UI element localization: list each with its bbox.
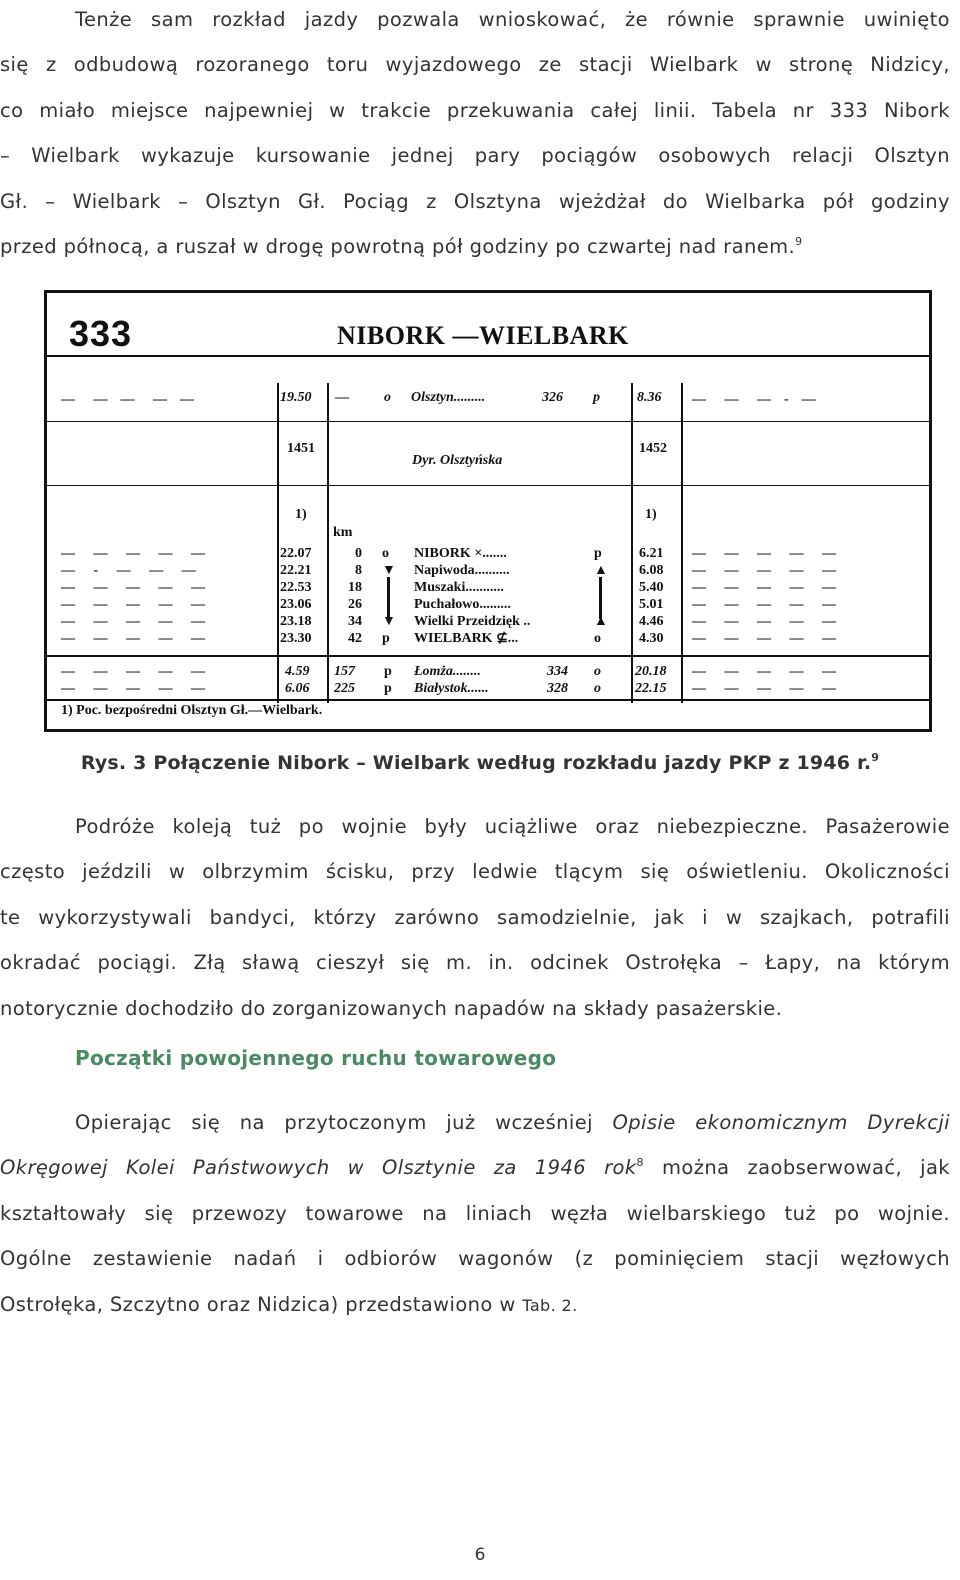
timetable-figure [44, 290, 932, 732]
km-cell: 26 [348, 597, 362, 612]
paragraph-travel [0, 804, 950, 1031]
divider [47, 699, 929, 701]
footnote-ref[interactable]: 8 [636, 1156, 644, 1170]
station-cell: Wielki Przeidzięk .. [414, 614, 531, 629]
table-reference-link[interactable]: Tab. 2. [522, 1295, 578, 1315]
olsztyn-station: Olsztyn......... [411, 390, 486, 405]
mark: ▲ [594, 614, 608, 629]
timetable-footnote: 1) Poc. bezpośredni Olsztyn Gł.—Wielbark. [61, 703, 323, 718]
mark: p [384, 664, 392, 679]
station-cell: Napiwoda.......... [414, 563, 510, 578]
time-cell: 22.07 [280, 546, 312, 561]
time-cell: 5.40 [639, 580, 664, 595]
station-cell: Białystok...... [414, 681, 489, 696]
text-line [0, 1145, 950, 1190]
mark: p [594, 546, 602, 561]
text-line: okradać pociągi. Złą sławą cieszył się m. in. odcinek Ostrołęka – Łapy, na którym [0, 951, 950, 975]
text-line: Ogólne zestawienie nadań i odbiorów wagonów (z pominięciem stacji węzłowych [0, 1247, 950, 1271]
km-cell: 18 [348, 580, 362, 595]
down-arrow-line [387, 577, 390, 619]
text-line-content: przed północą, a ruszał w drogę powrotną pół godziny po czwartej nad ranem. [0, 235, 796, 259]
dash-column-left: — — — — — [61, 392, 196, 407]
ref-cell: 334 [547, 664, 568, 679]
dash-block-left: — — — — — — - — — — — — — — — — — — — — — — — — — — — — — — [61, 546, 207, 646]
km-cell: 42 [348, 631, 362, 646]
lower-times-left [285, 663, 310, 697]
text-line: co miało miejsce najpewniej w trakcie przekuwania całej linii. Tabela nr 333 Nibork [0, 98, 950, 122]
olsztyn-dir2: p [593, 390, 600, 405]
text-line: kształtowały się przewozy towarowe na liniach węzła wielbarskiego tuż po wojnie. [0, 1201, 950, 1225]
text-line [0, 224, 950, 269]
time-cell: 22.21 [280, 563, 312, 578]
lower-dir [384, 663, 392, 697]
text-segment: Ostrołęka, Szczytno oraz Nidzica) przedstawiono w [0, 1292, 523, 1316]
olsztyn-time-left: 19.50 [280, 390, 312, 405]
km-cell: 225 [334, 681, 355, 696]
km-cell: 0 [355, 546, 362, 561]
italic-title: Okręgowej Kolei Państwowych w Olsztynie za 1946 rok [0, 1156, 637, 1180]
lower-stations [414, 663, 489, 697]
divider [47, 421, 929, 422]
time-cell: 22.15 [635, 681, 667, 696]
lower-km [334, 663, 355, 697]
km-column [340, 545, 362, 647]
divider [47, 655, 929, 657]
dash-block-right: — — — — — — — — — — — — — — — — — — — — — — — — — — — — — — [692, 546, 838, 646]
text-line [0, 1100, 950, 1145]
up-arrow-line [599, 577, 602, 619]
time-cell: 20.18 [635, 664, 667, 679]
mark: o [594, 681, 601, 696]
km-cell: 8 [355, 563, 362, 578]
station-cell: Muszaki........... [414, 580, 504, 595]
lower-dir2 [594, 663, 601, 697]
italic-title: Opisie ekonomicznym Dyrekcji [612, 1111, 950, 1134]
times-left [280, 545, 312, 647]
olsztyn-time-right: 8.36 [637, 390, 662, 405]
station-cell: Łomża........ [414, 664, 481, 679]
mark: ▲ [594, 563, 608, 578]
time-cell: 6.08 [639, 563, 664, 578]
mark: p [382, 631, 390, 646]
dash-block-lower-right: — — — — — — — — — — [692, 664, 838, 696]
text-line: się z odbudową rozoranego toru wyjazdowego ze stacji Wielbark w stronę Nidzicy, [0, 53, 950, 77]
lower-times-right [635, 663, 667, 697]
text-line: – Wielbark wykazuje kursowanie jednej pary pociągów osobowych relacji Olsztyn [0, 144, 950, 168]
paragraph-intro [0, 0, 950, 269]
timetable-title: NIBORK —WIELBARK [337, 321, 629, 350]
time-cell: 23.30 [280, 631, 312, 646]
time-cell: 22.53 [280, 580, 312, 595]
mark: o [594, 631, 601, 646]
text-line: Tenże sam rozkład jazdy pozwala wnioskować, że równie sprawnie uwinięto [75, 8, 950, 31]
text-line: notorycznie dochodziło do zorganizowanych napadów na składy pasażerskie. [0, 996, 783, 1020]
figure-caption [0, 752, 960, 774]
page-number: 6 [474, 1545, 486, 1565]
text-line: Podróże koleją tuż po wojnie były uciążliwe oraz niebezpieczne. Pasażerowie [75, 815, 950, 838]
mark: o [594, 664, 601, 679]
station-cell: Puchałowo......... [414, 597, 511, 612]
km-cell: 34 [348, 614, 362, 629]
times-right [639, 545, 664, 647]
train-number-left: 1451 [287, 441, 315, 456]
time-cell: 6.21 [639, 546, 664, 561]
text-line: Gł. – Wielbark – Olsztyn Gł. Pociąg z Olsztyna wjeżdżał do Wielbarka pół godziny [0, 189, 950, 213]
note-right: 1) [645, 507, 657, 522]
olsztyn-dir: o [384, 390, 391, 405]
olsztyn-table-ref: 326 [542, 390, 563, 405]
lower-refs [547, 663, 568, 697]
station-cell: WIELBARK ⊈... [414, 631, 519, 646]
station-cell: NIBORK ×....... [414, 546, 507, 561]
text-line: często jeździli w olbrzymim ścisku, przy ledwie tlącym się oświetleniu. Okoliczności [0, 860, 950, 884]
mark: ▼ [382, 614, 396, 629]
caption-text: Rys. 3 Połączenie Nibork – Wielbark według rozkładu jazdy PKP z 1946 r. [80, 752, 872, 774]
time-cell: 23.06 [280, 597, 312, 612]
mark: ▼ [382, 563, 396, 578]
dash-block-lower-left: — — — — — — — — — — [61, 664, 207, 696]
text-line [0, 1282, 950, 1328]
time-cell: 23.18 [280, 614, 312, 629]
time-cell: 4.59 [285, 664, 310, 679]
divider [47, 485, 929, 486]
divider [47, 355, 929, 357]
text-segment: można zaobserwować, jak [643, 1156, 950, 1180]
ref-cell: 328 [547, 681, 568, 696]
paragraph-freight [0, 1100, 950, 1328]
section-heading: Początki powojennego ruchu towarowego [75, 1046, 557, 1070]
mark: p [384, 681, 392, 696]
dash: — [335, 390, 349, 405]
km-header: km [333, 525, 353, 540]
timetable-number: 333 [69, 313, 133, 354]
directorate-label: Dyr. Olsztyńska [412, 453, 503, 468]
stations-column [414, 545, 530, 647]
time-cell: 6.06 [285, 681, 310, 696]
text-segment: Opierając się na przytoczonym już wcześniej [75, 1111, 613, 1134]
time-cell: 4.46 [639, 614, 664, 629]
note-left: 1) [295, 507, 307, 522]
time-cell: 5.01 [639, 597, 664, 612]
train-number-right: 1452 [639, 441, 667, 456]
footnote-ref[interactable]: 9 [871, 751, 880, 764]
time-cell: 4.30 [639, 631, 664, 646]
text-line: te wykorzystywali bandyci, którzy zarówno samodzielnie, jak i w szajkach, potrafili [0, 905, 950, 929]
km-cell: 157 [334, 664, 355, 679]
dash-column-right: — — — - — [692, 392, 818, 407]
mark: o [382, 546, 389, 561]
footnote-ref[interactable]: 9 [795, 235, 803, 249]
